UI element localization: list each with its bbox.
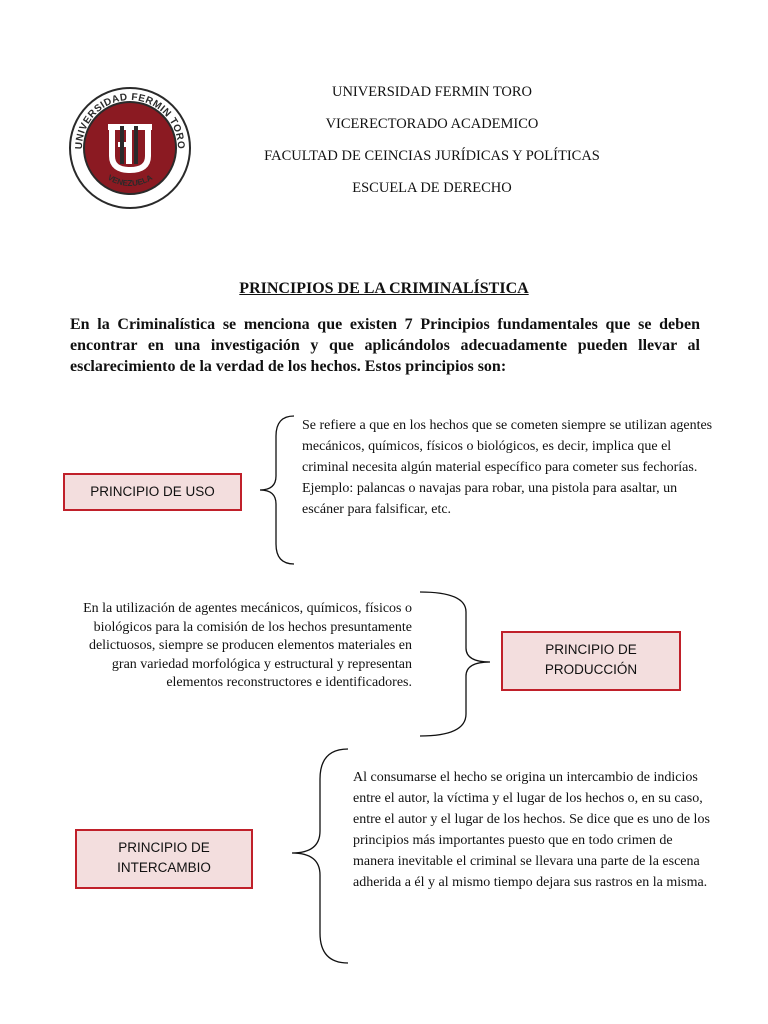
principle-label: PRINCIPIO DE PRODUCCIÓN xyxy=(544,642,638,677)
document-title: PRINCIPIOS DE LA CRIMINALÍSTICA xyxy=(239,280,529,297)
principle-description: Al consumarse el hecho se origina un intercambio de indicios entre el autor, la víctima y el lugar de los hechos o, en su caso, entre el autor y el lugar de los hechos. Se dice que es uno de los principios más importantes puesto que en todo crimen de manera inevitable el criminal se llevara una parte de la escena adherida a él y al mismo tiempo dejara sus rastros en la misma. xyxy=(353,770,710,890)
school-name: ESCUELA DE DERECHO xyxy=(352,180,512,196)
intro-paragraph: En la Criminalística se menciona que existen 7 Principios fundamentales que se deben encontrar en una investigación y que aplicándolos adecuadamente pueden llevar al esclarecimiento de la verdad de los hechos. Estos principios son: xyxy=(70,316,700,375)
principle-label-box xyxy=(501,631,681,691)
university-name: UNIVERSIDAD FERMIN TORO xyxy=(331,84,533,100)
svg-text:UNIVERSIDAD FERMIN TORO: UNIVERSIDAD FERMIN TORO xyxy=(73,91,187,150)
principle-description: Se refiere a que en los hechos que se cometen siempre se utilizan agentes mecánicos, químicos, físicos o biológicos, es decir, implica que el criminal necesita algún material específico para cometer sus fechorías. Ejemplo: palancas o navajas para robar, una pistola para asaltar, un escáner para falsificar, etc. xyxy=(302,418,713,517)
principle-description: En la utilización de agentes mecánicos, químicos, físicos o biológicos para la comisión de los hechos presuntamente delictuosos, siempre se producen elementos materiales en gran variedad morfológica y estructural y representan elementos reconstructores e identificadores. xyxy=(83,601,412,690)
svg-text:VENEZUELA: VENEZUELA xyxy=(106,172,154,189)
principle-label: PRINCIPIO DE INTERCAMBIO xyxy=(117,840,211,875)
curly-brace-icon xyxy=(286,747,352,965)
principle-label: PRINCIPIO DE USO xyxy=(90,484,215,499)
faculty-name: FACULTAD DE CEINCIAS JURÍDICAS Y POLÍTICAS xyxy=(264,148,600,164)
principle-label-box xyxy=(63,473,242,511)
university-logo xyxy=(68,86,192,210)
principle-label-box xyxy=(75,829,253,889)
curly-brace-icon xyxy=(256,414,296,566)
vicerectorado-name: VICERECTORADO ACADEMICO xyxy=(325,116,539,132)
curly-brace-icon xyxy=(418,590,498,738)
